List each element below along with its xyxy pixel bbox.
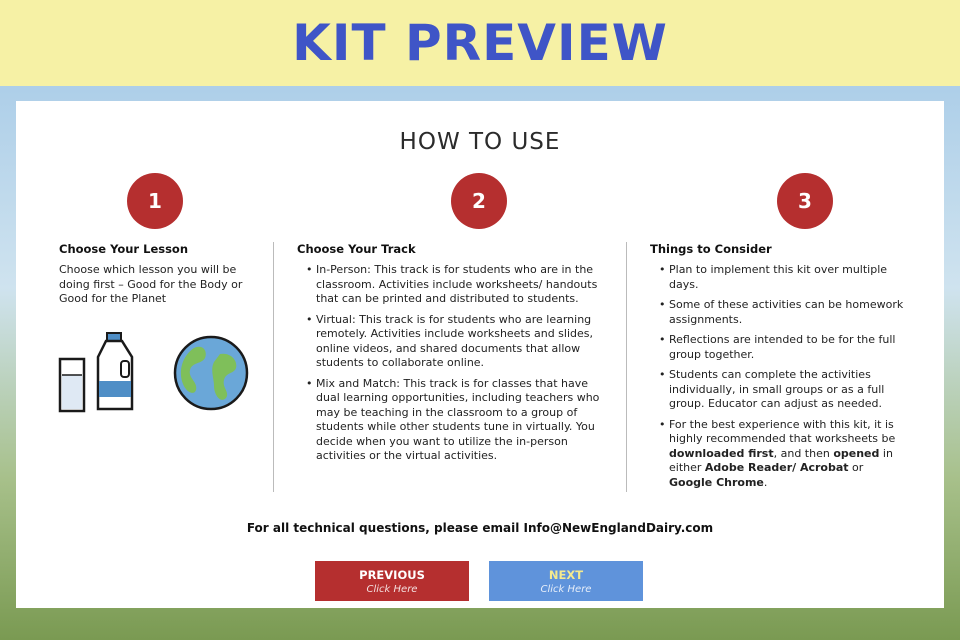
column-divider-1 xyxy=(273,242,274,492)
step-number-2: 2 xyxy=(451,173,507,229)
text-run: . xyxy=(763,475,768,489)
consider-item: • Students can complete the activities individually, in small groups or as a full group. Educator can adjust as needed. xyxy=(657,368,907,412)
step-3-title: Things to Consider xyxy=(650,242,772,256)
consider-item: • Reflections are intended to be for the full group together. xyxy=(657,333,907,362)
text-run: , and then xyxy=(773,446,834,460)
previous-button[interactable] xyxy=(315,561,469,601)
next-button-sublabel: Click Here xyxy=(540,584,592,595)
step-2-body xyxy=(304,263,604,470)
step-1-body: Choose which lesson you will be doing first – Good for the Body or Good for the Planet xyxy=(59,263,243,305)
consider-item-best-experience xyxy=(657,418,907,491)
step-2-title: Choose Your Track xyxy=(297,242,416,256)
step-3-body xyxy=(657,263,907,496)
consider-item: • Some of these activities can be homework assignments. xyxy=(657,298,907,327)
column-divider-2 xyxy=(626,242,627,492)
text-run: or xyxy=(848,461,864,474)
track-in-person: • In-Person: This track is for students who are in the classroom. Activities include worksheets/ handouts that can be printed and distributed to students. xyxy=(304,263,604,307)
globe-icon xyxy=(172,334,250,412)
track-mix-and-match: • Mix and Match: This track is for classes that have dual learning opportunities, including teachers who may be teaching in the classroom to a group of students while other students tune in virtually. You decide when you want to utilize the in-person activities or the virtual activities. xyxy=(304,377,604,464)
milk-glass-icon xyxy=(58,357,86,413)
bold-run: Google Chrome xyxy=(669,475,764,489)
bold-run: downloaded first xyxy=(669,446,774,460)
page-title: KIT PREVIEW xyxy=(292,14,668,72)
next-button[interactable] xyxy=(489,561,643,601)
previous-button-sublabel: Click Here xyxy=(366,584,418,595)
milk-jug-icon xyxy=(94,331,136,413)
technical-questions-note: For all technical questions, please email Info@NewEnglandDairy.com xyxy=(246,521,714,535)
step-1-title: Choose Your Lesson xyxy=(59,242,189,256)
track-virtual: • Virtual: This track is for students who are learning remotely. Activities include worksheets and slides, online videos, and shared documents that allow students to collaborate online. xyxy=(304,313,604,371)
section-title: HOW TO USE xyxy=(399,129,561,155)
consider-item: • Plan to implement this kit over multiple days. xyxy=(657,263,907,292)
header-banner xyxy=(0,0,960,86)
next-button-label: NEXT xyxy=(548,568,584,582)
content-panel xyxy=(16,101,944,608)
previous-button-label: PREVIOUS xyxy=(359,568,425,582)
step-number-1: 1 xyxy=(127,173,183,229)
bold-run: Adobe Reader/ Acrobat xyxy=(704,461,849,474)
text-run: For the best experience with this kit, it is highly recommended that worksheets be xyxy=(669,417,896,445)
step-number-3: 3 xyxy=(777,173,833,229)
text-run: in either xyxy=(669,446,893,474)
bold-run: opened xyxy=(833,446,880,460)
